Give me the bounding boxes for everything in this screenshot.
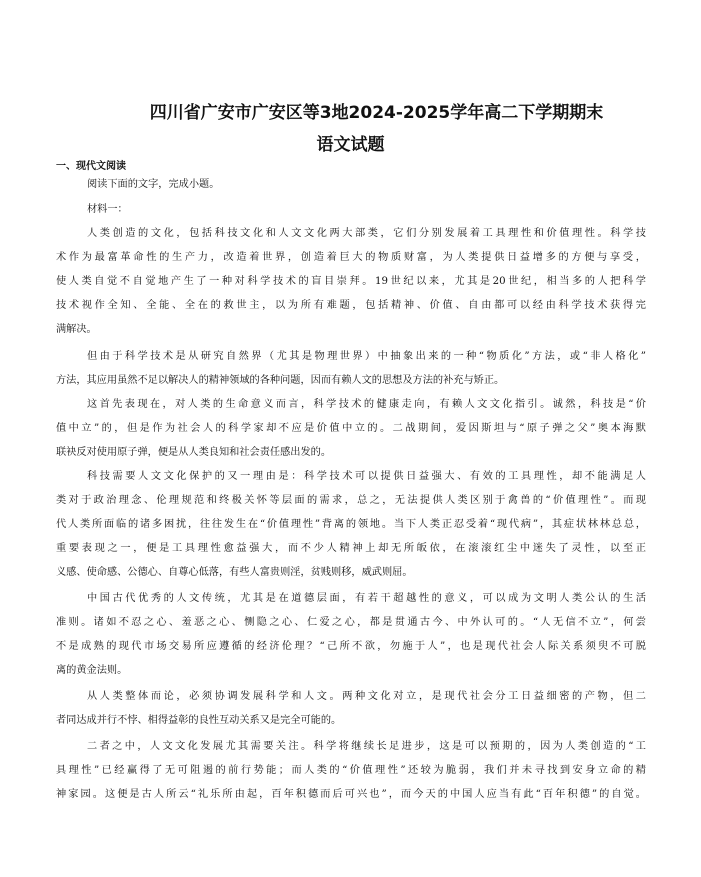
document-subtitle: 语文试题 xyxy=(316,135,385,155)
paragraph-line: 中国古代优秀的人文传统，尤其是在道德层面，有若干超越性的意义，可以成为文明人类公认的生活 xyxy=(87,593,646,604)
paragraph-line: 代人类所面临的诸多困扰，往往发生在“价值理性”背离的领地。当下人类正忍受着“现代病”，其症状林林总总， xyxy=(56,519,646,530)
paragraph-line: 者同达成并行不悖、相得益彰的良性互动关系又是完全可能的。 xyxy=(56,715,342,726)
paragraph-line: 但由于科学技术是从研究自然界（尤其是物理世界）中抽象出来的一种“物质化”方法，或“非人格化” xyxy=(87,351,646,362)
paragraph-line: 术作为最富革命性的生产力，改造着世界，创造着巨大的物质财富，为人类提供日益增多的方便与享受， xyxy=(56,252,646,263)
paragraph-line: 二者之中，人文文化发展尤其需要关注。科学将继续长足进步，这是可以预期的，因为人类创造的“工 xyxy=(87,741,646,752)
material-label: 材料一： xyxy=(87,204,128,215)
paragraph-line: 方法，其应用虽然不足以解决人的精神领域的各种问题，因而有赖人文的思想及方法的补充与矫正。 xyxy=(56,375,505,386)
paragraph-line: 满解决。 xyxy=(56,324,97,335)
paragraph-line: 技术视作全知、全能、全在的救世主，以为所有难题，包括精神、价值、自由都可以经由科学技术获得完 xyxy=(56,300,646,311)
paragraph-line: 具理性”已经赢得了无可阻遏的前行势能；而人类的“价值理性”还较为脆弱，我们并未寻找到安身立命的精 xyxy=(56,765,646,776)
document-title: 四川省广安市广安区等3地2024-2025学年高二下学期期末 xyxy=(149,103,604,123)
paragraph-line: 这首先表现在，对人类的生命意义而言，科学技术的健康走向，有赖人文文化指引。诚然，科技是“价 xyxy=(87,399,646,410)
paragraph-line: 不是成熟的现代市场交易所应遵循的经济伦理？“己所不欲，勿施于人”，也是现代社会人际关系须臾不可脱 xyxy=(56,641,646,652)
paragraph-line: 人类创造的文化，包括科技文化和人文文化两大部类，它们分别发展着工具理性和价值理性。科学技 xyxy=(87,228,646,239)
instruction-text: 阅读下面的文字，完成小题。 xyxy=(87,179,220,190)
paragraph-line: 从人类整体而论，必须协调发展科学和人文。两种文化对立，是现代社会分工日益细密的产物，但二 xyxy=(87,691,646,702)
section-heading: 一、现代文阅读 xyxy=(56,161,126,172)
paragraph-line: 准则。诸如不忍之心、羞恶之心、恻隐之心、仁爱之心，都是贯通古今、中外认可的。“人无信不立”，何尝 xyxy=(56,617,646,628)
paragraph-line: 联袂反对使用原子弹，便是从人类良知和社会责任感出发的。 xyxy=(56,447,332,458)
paragraph-line: 值中立”的，但是作为社会人的科学家却不应是价值中立的。二战期间，爱因斯坦与“原子弹之父”奥本海默 xyxy=(56,423,646,434)
paragraph-line: 类对于政治理念、伦理规范和终极关怀等层面的需求，总之，无法提供人类区别于禽兽的“价值理性”。而现 xyxy=(56,495,646,506)
paragraph-line: 科技需要人文文化保护的又一理由是：科学技术可以提供日益强大、有效的工具理性，却不能满足人 xyxy=(87,471,646,482)
paragraph-line: 重要表现之一，便是工具理性愈益强大，而不少人精神上却无所皈依，在滚滚红尘中迷失了灵性，以至正 xyxy=(56,543,646,554)
paragraph-line: 离的黄金法则。 xyxy=(56,665,128,676)
paragraph-line: 使人类自觉不自觉地产生了一种对科学技术的盲目崇拜。19世纪以来，尤其是20世纪，相当多的人把科学 xyxy=(56,276,646,287)
paragraph-line: 神家园。这便是古人所云“礼乐所由起，百年积德而后可兴也”，而今天的中国人应当有此“百年积德”的自觉。 xyxy=(56,789,646,800)
paragraph-line: 义感、使命感、公德心、自尊心低落，有些人富贵则淫，贫贱则移，威武则屈。 xyxy=(56,567,413,578)
